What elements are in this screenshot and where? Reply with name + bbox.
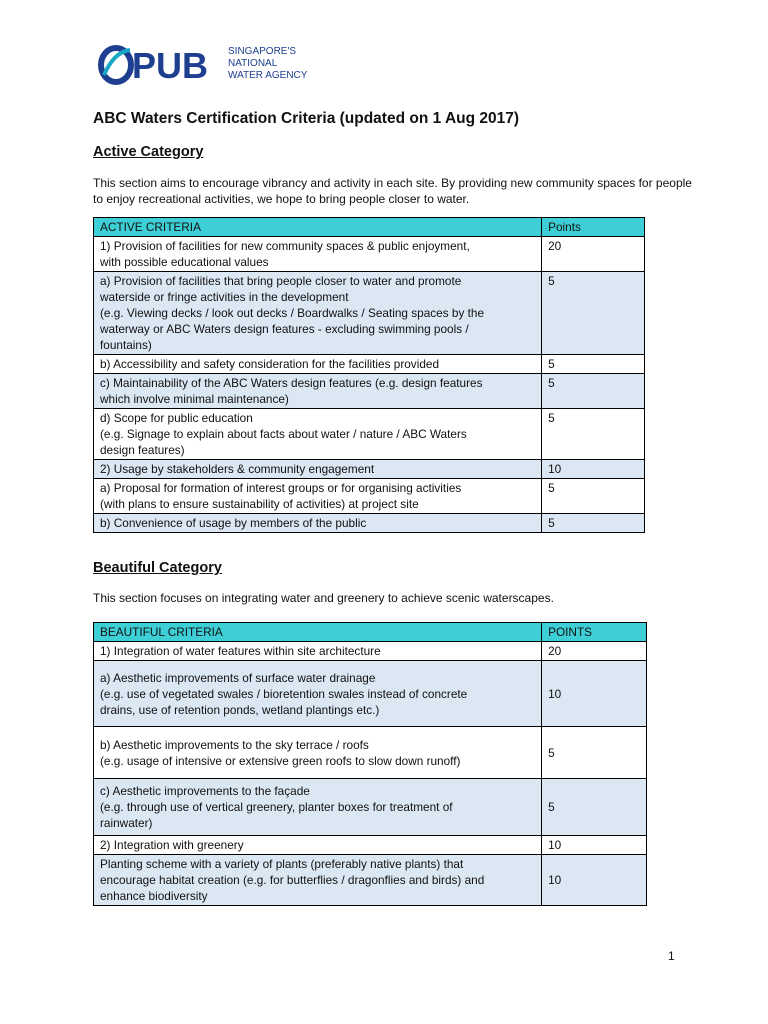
table-row (94, 237, 645, 272)
criteria-cell (94, 514, 542, 533)
criteria-text-line: (e.g. Viewing decks / look out decks / Boardwalks / Seating spaces by the (100, 306, 485, 320)
pub-logo-graphic (96, 42, 326, 88)
points-cell: 20 (542, 642, 647, 661)
points-cell: 10 (542, 836, 647, 855)
criteria-text-line: 1) Provision of facilities for new community spaces & public enjoyment, (100, 239, 470, 253)
table-header-row (94, 218, 645, 237)
criteria-cell (94, 460, 542, 479)
criteria-text-line: Planting scheme with a variety of plants (preferably native plants) that (100, 857, 464, 871)
criteria-column-header: BEAUTIFUL CRITERIA (94, 623, 542, 642)
criteria-text-line: (e.g. Signage to explain about facts about water / nature / ABC Waters (100, 427, 467, 441)
criteria-text-line: c) Aesthetic improvements to the façade (100, 784, 310, 798)
criteria-text-line: a) Aesthetic improvements of surface water drainage (100, 670, 376, 685)
criteria-column-header: ACTIVE CRITERIA (94, 218, 542, 237)
table-row (94, 460, 645, 479)
document-title: ABC Waters Certification Criteria (updated on 1 Aug 2017) (93, 110, 520, 127)
points-cell: 10 (542, 661, 647, 727)
points-cell: 10 (542, 460, 645, 479)
criteria-cell (94, 374, 542, 409)
table-row (94, 836, 647, 855)
points-cell: 5 (542, 479, 645, 514)
beautiful-intro-text: This section focuses on integrating water and greenery to achieve scenic waterscapes. (93, 591, 554, 605)
criteria-cell (94, 237, 542, 272)
criteria-text-line: waterside or fringe activities in the development (100, 290, 349, 304)
criteria-text-line: (with plans to ensure sustainability of activities) at project site (100, 497, 419, 511)
table-row (94, 514, 645, 533)
points-cell: 5 (542, 409, 645, 460)
criteria-text-line: c) Maintainability of the ABC Waters design features (e.g. design features (100, 376, 483, 390)
logo-tagline-line-1: SINGAPORE'S (228, 46, 297, 57)
points-cell: 5 (542, 374, 645, 409)
table-row (94, 355, 645, 374)
criteria-cell (94, 409, 542, 460)
criteria-text-line: rainwater) (100, 816, 153, 830)
points-cell: 10 (542, 855, 647, 906)
active-criteria-table (93, 217, 645, 533)
criteria-text-line: 2) Integration with greenery (100, 838, 244, 852)
criteria-cell (94, 479, 542, 514)
criteria-text-line: 2) Usage by stakeholders & community engagement (100, 462, 375, 476)
criteria-text-line: a) Provision of facilities that bring people closer to water and promote (100, 274, 462, 288)
table-header-row (94, 623, 647, 642)
criteria-text-line: (e.g. use of vegetated swales / bioretention swales instead of concrete (100, 686, 468, 701)
active-criteria-rows (94, 218, 645, 533)
criteria-text-line: b) Convenience of usage by members of the public (100, 516, 367, 530)
points-cell: 20 (542, 237, 645, 272)
logo-tagline-line-3: WATER AGENCY (228, 70, 308, 81)
logo-tagline-line-2: NATIONAL (228, 58, 278, 69)
points-cell: 5 (542, 514, 645, 533)
logo-swirl-outer (101, 48, 131, 82)
points-cell: 5 (542, 779, 647, 836)
active-intro-text: This section aims to encourage vibrancy and activity in each site. By providing new community spaces for people to enjoy recreational activities, we hope to bring people closer to water. (93, 176, 692, 206)
beautiful-criteria-table (93, 622, 647, 906)
criteria-text-line: enhance biodiversity (100, 889, 208, 903)
criteria-text-line: a) Proposal for formation of interest groups or for organising activities (100, 481, 462, 495)
criteria-text-line: which involve minimal maintenance) (100, 392, 289, 406)
points-cell: 5 (542, 272, 645, 355)
criteria-text-line: d) Scope for public education (100, 411, 253, 425)
criteria-cell (94, 355, 542, 374)
criteria-text-line: with possible educational values (100, 255, 269, 269)
criteria-cell (94, 836, 542, 855)
criteria-text-line: encourage habitat creation (e.g. for butterflies / dragonflies and birds) and (100, 873, 485, 887)
points-column-header: Points (542, 218, 645, 237)
criteria-cell (94, 727, 542, 779)
beautiful-category-heading: Beautiful Category (93, 560, 222, 576)
table-row (94, 374, 645, 409)
pub-logo (96, 42, 326, 88)
table-row (94, 727, 647, 779)
criteria-cell (94, 272, 542, 355)
page-number: 1 (668, 949, 675, 963)
table-row (94, 479, 645, 514)
logo-mark: PUB (132, 45, 209, 86)
points-cell: 5 (542, 355, 645, 374)
criteria-text-line: fountains) (100, 338, 152, 352)
criteria-text-line: waterway or ABC Waters design features - excluding swimming pools / (100, 322, 469, 336)
table-row (94, 272, 645, 355)
criteria-text-line: 1) Integration of water features within site architecture (100, 644, 381, 658)
criteria-cell (94, 855, 542, 906)
criteria-text-line: drains, use of retention ponds, wetland plantings etc.) (100, 702, 380, 717)
table-row (94, 409, 645, 460)
beautiful-criteria-rows (94, 623, 647, 906)
criteria-text-line: b) Aesthetic improvements to the sky terrace / roofs (100, 737, 369, 752)
criteria-cell (94, 661, 542, 727)
active-category-heading: Active Category (93, 144, 204, 160)
points-column-header: POINTS (542, 623, 647, 642)
table-row (94, 642, 647, 661)
criteria-text-line: b) Accessibility and safety consideration for the facilities provided (100, 357, 440, 371)
criteria-text-line: design features) (100, 443, 185, 457)
table-row (94, 661, 647, 727)
criteria-text-line: (e.g. usage of intensive or extensive green roofs to slow down runoff) (100, 753, 461, 768)
points-cell: 5 (542, 727, 647, 779)
table-row (94, 779, 647, 836)
criteria-cell (94, 642, 542, 661)
criteria-text-line: (e.g. through use of vertical greenery, planter boxes for treatment of (100, 800, 453, 814)
criteria-cell (94, 779, 542, 836)
table-row (94, 855, 647, 906)
